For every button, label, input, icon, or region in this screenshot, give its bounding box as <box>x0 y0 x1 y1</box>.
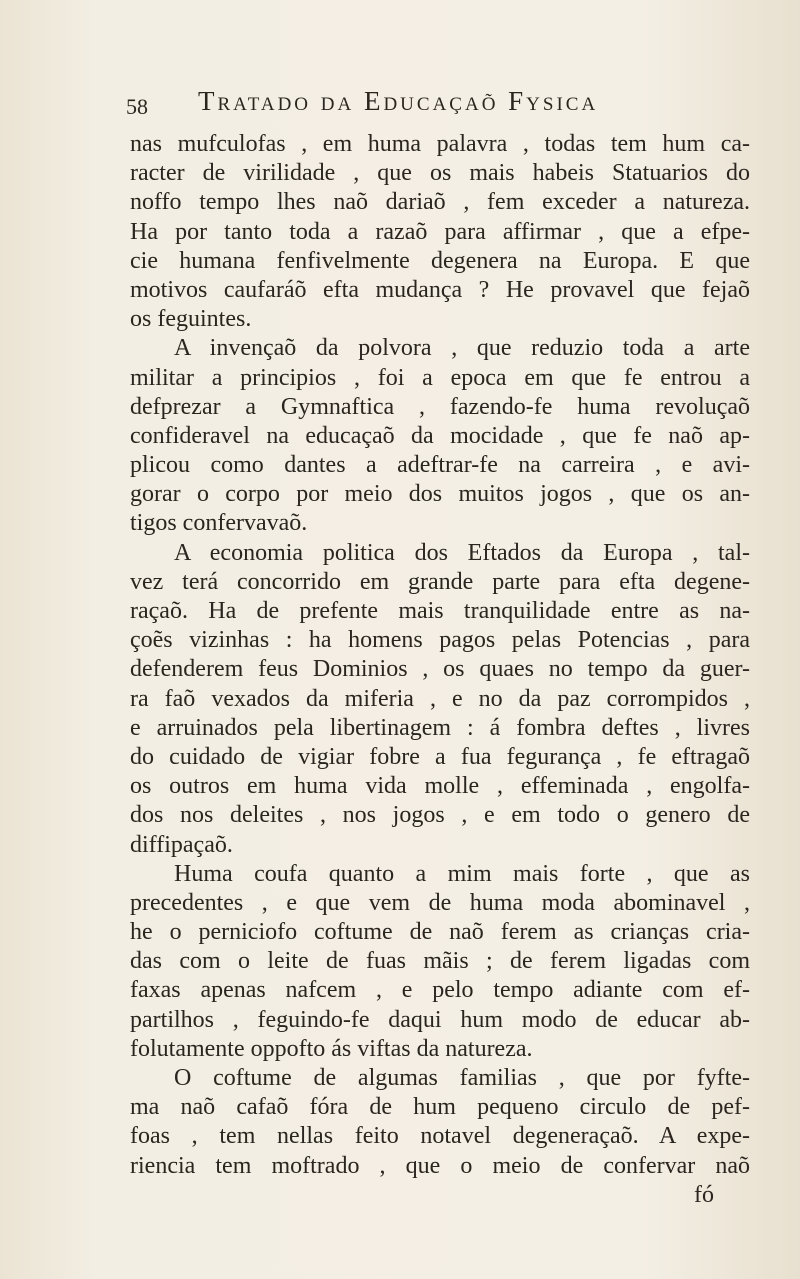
text-line: plicou como dantes a adeftrar-fe na carreira , e avi- <box>130 452 750 479</box>
text-line: tigos confervavaõ. <box>130 510 308 537</box>
text-line: e arruinados pela libertinagem : á fombra deftes , livres <box>130 714 750 741</box>
text-line: riencia tem moftrado , que o meio de confervar naõ <box>130 1152 750 1179</box>
text-line: motivos caufaráõ efta mudança ? He provavel que fejaõ <box>130 276 750 303</box>
text-line: foas , tem nellas feito notavel degeneraçaõ. A expe- <box>130 1123 750 1150</box>
text-line: precedentes , e que vem de huma moda abominavel , <box>130 889 750 916</box>
text-line: cie humana fenfivelmente degenera na Europa. E que <box>130 247 750 274</box>
text-line: militar a principios , foi a epoca em que fe entrou a <box>130 364 750 391</box>
text-line: das com o leite de fuas mãis ; de ferem ligadas com <box>130 948 750 975</box>
text-line: diffipaçaõ. <box>130 831 233 858</box>
text-line: nas mufculofas , em huma palavra , todas tem hum ca- <box>130 131 750 157</box>
text-line: Huma coufa quanto a mim mais forte , que as <box>174 860 750 887</box>
text-line: do cuidado de vigiar fobre a fua fegurança , fe eftragaõ <box>130 743 750 770</box>
text-line: raçaõ. Ha de prefente mais tranquilidade entre as na- <box>130 598 750 624</box>
text-line: ra faõ vexados da miferia , e no da paz corrompidos , <box>130 685 750 712</box>
page-number: 58 <box>126 94 148 119</box>
text-line: A economia politica dos Eftados da Europa , tal- <box>174 539 750 566</box>
running-title: Tratado da Educaçaõ Fysica <box>198 86 599 116</box>
text-line: A invençaõ da polvora , que reduzio toda a arte <box>174 335 750 362</box>
text-line: partilhos , feguindo-fe daqui hum modo de educar ab- <box>130 1006 750 1033</box>
text-line: O coftume de algumas familias , que por fyfte- <box>174 1065 750 1091</box>
text-line: gorar o corpo por meio dos muitos jogos , que os an- <box>130 481 750 508</box>
text-line: confideravel na educaçaõ da mocidade , que fe naõ ap- <box>130 422 750 449</box>
text-line: vez terá concorrido em grande parte para efta degene- <box>130 568 750 595</box>
text-line: folutamente oppofto ás viftas da natureza. <box>130 1035 533 1062</box>
text-line: çoẽs vizinhas : ha homens pagos pelas Potencias , para <box>130 627 750 654</box>
text-line: defenderem feus Dominios , os quaes no tempo da guer- <box>130 656 750 683</box>
text-line: racter de virilidade , que os mais habeis Statuarios do <box>130 160 750 187</box>
text-line: os outros em huma vida molle , effeminada , engolfa- <box>130 773 750 800</box>
body-text <box>130 130 750 1210</box>
text-line: faxas apenas nafcem , e pelo tempo adiante com ef- <box>130 977 750 1004</box>
text-line: ma naõ cafaõ fóra de hum pequeno circulo de pef- <box>130 1094 750 1121</box>
text-line: defprezar a Gymnaftica , fazendo-fe huma revoluçaõ <box>130 393 750 420</box>
text-line: he o perniciofo coftume de naõ ferem as crianças cria- <box>130 919 750 946</box>
catchword: fó <box>694 1181 714 1208</box>
text-line: Ha por tanto toda a razaõ para affirmar , que a efpe- <box>130 218 750 245</box>
text-line: noffo tempo lhes naõ dariaõ , fem exceder a natureza. <box>130 189 750 216</box>
text-line: dos nos deleites , nos jogos , e em todo o genero de <box>130 802 750 829</box>
running-header <box>122 86 742 126</box>
text-line: os feguintes. <box>130 306 252 333</box>
